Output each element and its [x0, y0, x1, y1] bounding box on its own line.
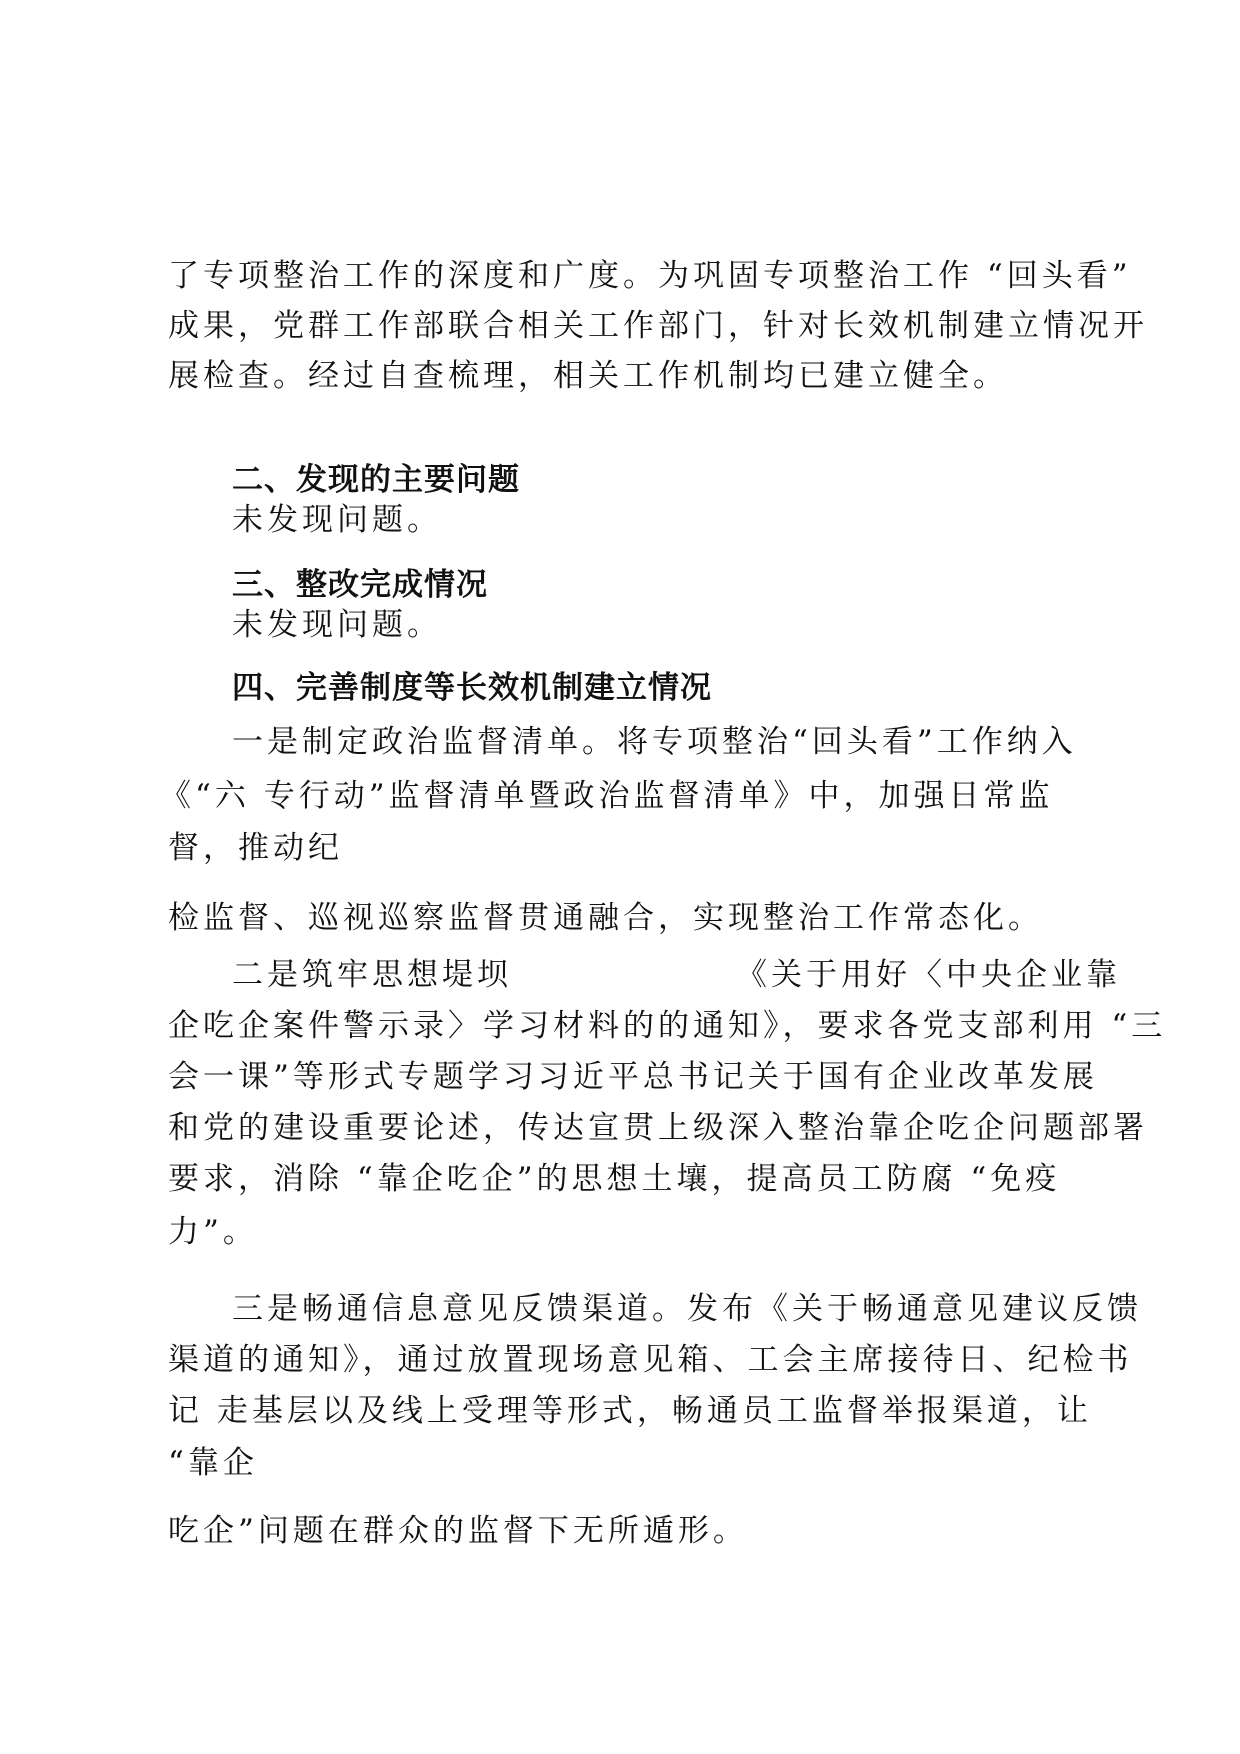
paragraph-line: 力”。: [168, 1214, 258, 1250]
paragraph-line: 和党的建设重要论述，传达宣贯上级深入整治靠企吃企问题部署: [168, 1110, 1148, 1146]
paragraph-line: 会一课”等形式专题学习习近平总书记关于国有企业改革发展: [168, 1059, 1098, 1095]
paragraph-line: 二是筑牢思想堤坝: [232, 957, 512, 993]
paragraph-line: 《“六 专行动”监督清单暨政治监督清单》中，加强日常监: [160, 778, 1054, 814]
section-heading-problems: 二、发现的主要问题: [232, 462, 520, 498]
paragraph-line: 记 走基层以及线上受理等形式，畅通员工监督举报渠道，让: [168, 1393, 1092, 1429]
section-text: 未发现问题。: [232, 607, 442, 643]
section-text: 未发现问题。: [232, 502, 442, 538]
paragraph-line: “靠企: [168, 1445, 258, 1481]
section-heading-mechanism: 四、完善制度等长效机制建立情况: [232, 670, 712, 706]
paragraph-line: 督，推动纪: [168, 830, 343, 866]
paragraph-line: 成果，党群工作部联合相关工作部门，针对长效机制建立情况开: [168, 308, 1148, 344]
paragraph-line: 渠道的通知》，通过放置现场意见箱、工会主席接待日、纪检书: [168, 1342, 1133, 1378]
paragraph-line: 三是畅通信息意见反馈渠道。发布《关于畅通意见建议反馈: [232, 1291, 1142, 1327]
paragraph-line: 一是制定政治监督清单。将专项整治“回头看”工作纳入: [232, 724, 1077, 760]
paragraph-line: 《关于用好〈中央企业靠: [736, 957, 1121, 993]
section-heading-rectification: 三、整改完成情况: [232, 567, 488, 603]
paragraph-line: 要求，消除 “靠企吃企”的思想土壤，提高员工防腐 “免疫: [168, 1161, 1061, 1197]
paragraph-line: 检监督、巡视巡察监督贯通融合，实现整治工作常态化。: [168, 900, 1043, 936]
paragraph-line: 吃企”问题在群众的监督下无所遁形。: [168, 1513, 748, 1549]
paragraph-line: 企吃企案件警示录〉学习材料的的通知》，要求各党支部利用 “三: [168, 1008, 1167, 1044]
paragraph-line: 展检查。经过自查梳理，相关工作机制均已建立健全。: [168, 358, 1008, 394]
paragraph-line: 了专项整治工作的深度和广度。为巩固专项整治工作 “回头看”: [168, 258, 1132, 294]
